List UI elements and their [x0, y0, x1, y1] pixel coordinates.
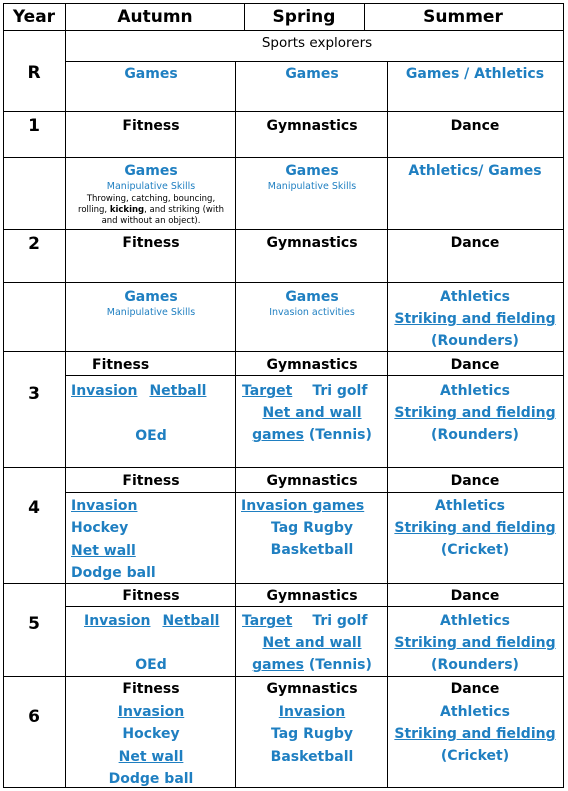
cell-y1-spring-b: Games: [285, 163, 339, 179]
cell-y2-autumn-b: Games: [124, 289, 178, 305]
cell-y3-spring-b1: Target Tri golf: [242, 383, 368, 399]
cell-y3-autumn-b1: Invasion Netball: [71, 383, 207, 399]
cell-y5-spring-b2[interactable]: Net and wall: [262, 635, 362, 651]
row-divider: [65, 606, 564, 607]
cell-r-autumn: Games: [124, 66, 178, 82]
row-divider: [3, 111, 564, 112]
cell-y4-autumn-b3[interactable]: Net wall: [71, 543, 136, 559]
cell-y6-spring-b1[interactable]: Invasion: [278, 704, 346, 720]
row-divider: [65, 492, 564, 493]
cell-y4-summer-b1: Athletics: [435, 498, 505, 514]
cell-y4-autumn-b1[interactable]: Invasion: [71, 498, 138, 514]
cell-y3-summer-b3: (Rounders): [431, 427, 519, 443]
cell-y1-autumn-note: Throwing, catching, bouncing, rolling, kicking, and striking (with and without an object).: [78, 194, 224, 226]
col-divider: [364, 3, 365, 30]
cell-y5-autumn-a: Fitness: [122, 588, 180, 604]
cell-y4-autumn-b2: Hockey: [71, 520, 129, 536]
year-label: 6: [28, 707, 40, 727]
cell-y6-summer-b1: Athletics: [440, 704, 510, 720]
col-divider: [235, 61, 236, 788]
year-label: 5: [28, 614, 40, 634]
row-divider: [3, 282, 564, 283]
cell-y3-summer-a: Dance: [450, 357, 500, 373]
cell-y5-spring-b3: games (Tennis): [252, 657, 372, 673]
row-divider: [65, 375, 564, 376]
cell-y2-summer-a: Dance: [450, 235, 500, 251]
cell-r-spring: Games: [285, 66, 339, 82]
cell-y6-autumn-b3[interactable]: Net wall: [118, 749, 184, 765]
cell-y1-spring-sub: Manipulative Skills: [267, 181, 357, 192]
cell-y3-spring-b3: games (Tennis): [252, 427, 372, 443]
cell-y5-summer-a: Dance: [450, 588, 500, 604]
cell-y6-spring-b2: Tag Rugby: [270, 726, 354, 742]
year-label: 3: [28, 384, 40, 404]
year-label: 4: [28, 498, 40, 518]
header-year: Year: [12, 7, 56, 27]
cell-y5-spring-b1: Target Tri golf: [242, 613, 368, 629]
header-autumn: Autumn: [117, 7, 193, 27]
cell-y6-autumn-b1[interactable]: Invasion: [117, 704, 185, 720]
cell-y4-spring-a: Gymnastics: [266, 473, 358, 489]
cell-y5-summer-b3: (Rounders): [431, 657, 519, 673]
row-divider: [65, 61, 564, 62]
cell-y2-spring-sub: Invasion activities: [269, 307, 355, 318]
cell-y6-summer-b2[interactable]: Striking and fielding: [394, 726, 556, 742]
cell-y4-spring-b3: Basketball: [270, 542, 354, 558]
year-label: 2: [28, 234, 40, 254]
cell-y5-spring-a: Gymnastics: [266, 588, 358, 604]
cell-y1-spring-a: Gymnastics: [266, 118, 358, 134]
cell-y4-spring-b2: Tag Rugby: [270, 520, 354, 536]
cell-y1-autumn-a: Fitness: [122, 118, 180, 134]
col-divider: [387, 61, 388, 788]
cell-y3-autumn-b2: OEd: [135, 428, 167, 444]
year-label: 1: [28, 116, 40, 136]
row-divider: [3, 229, 564, 230]
cell-y1-autumn-b: Games: [124, 163, 178, 179]
cell-y2-spring-b: Games: [285, 289, 339, 305]
cell-y3-spring-b2[interactable]: Net and wall: [262, 405, 362, 421]
cell-y6-autumn-b4: Dodge ball: [108, 771, 194, 787]
cell-y6-spring-a: Gymnastics: [266, 681, 358, 697]
col-divider: [244, 3, 245, 30]
cell-y4-spring-b1[interactable]: Invasion games: [241, 498, 365, 514]
cell-y1-summer-a: Dance: [450, 118, 500, 134]
row-divider: [3, 467, 564, 468]
table-border: [3, 787, 564, 788]
cell-y4-summer-b3: (Cricket): [440, 542, 510, 558]
header-summer: Summer: [423, 7, 503, 27]
cell-y4-summer-a: Dance: [450, 473, 500, 489]
col-divider: [65, 3, 66, 788]
cell-y6-summer-a: Dance: [450, 681, 500, 697]
cell-y3-spring-a: Gymnastics: [266, 357, 358, 373]
cell-y3-summer-b1: Athletics: [440, 383, 510, 399]
cell-y2-summer-b1: Athletics: [440, 289, 510, 305]
cell-y2-summer-b2[interactable]: Striking and fielding: [394, 311, 556, 327]
cell-y5-summer-b1: Athletics: [440, 613, 510, 629]
row-divider: [3, 351, 564, 352]
cell-y6-autumn-a: Fitness: [122, 681, 180, 697]
cell-y6-autumn-b2: Hockey: [122, 726, 180, 742]
row-divider: [3, 583, 564, 584]
cell-y2-autumn-a: Fitness: [122, 235, 180, 251]
cell-r-summer: Games / Athletics: [405, 66, 545, 82]
cell-y6-summer-b3: (Cricket): [440, 748, 510, 764]
cell-y6-spring-b3: Basketball: [270, 749, 354, 765]
cell-y2-autumn-sub: Manipulative Skills: [106, 307, 196, 318]
row-divider: [3, 676, 564, 677]
cell-y5-autumn-b2: OEd: [135, 657, 167, 673]
table-border: [563, 3, 564, 788]
row-divider: [3, 157, 564, 158]
cell-y3-summer-b2[interactable]: Striking and fielding: [394, 405, 556, 421]
cell-y3-autumn-a: Fitness: [92, 357, 150, 373]
cell-y5-summer-b2[interactable]: Striking and fielding: [394, 635, 556, 651]
cell-y1-autumn-sub: Manipulative Skills: [106, 181, 196, 192]
table-border: [3, 3, 564, 4]
cell-y2-summer-b3: (Rounders): [431, 333, 519, 349]
table-border: [3, 3, 4, 788]
header-spring: Spring: [272, 7, 336, 27]
cell-y4-summer-b2[interactable]: Striking and fielding: [394, 520, 556, 536]
cell-y2-spring-a: Gymnastics: [266, 235, 358, 251]
cell-y4-autumn-a: Fitness: [122, 473, 180, 489]
sports-explorers-banner: Sports explorers: [261, 35, 373, 51]
cell-y1-summer-b: Athletics/ Games: [408, 163, 542, 179]
year-label: R: [27, 63, 41, 83]
cell-y4-autumn-b4: Dodge ball: [71, 565, 156, 581]
cell-y5-autumn-b1: Invasion Netball: [84, 613, 220, 629]
row-divider: [3, 30, 564, 31]
